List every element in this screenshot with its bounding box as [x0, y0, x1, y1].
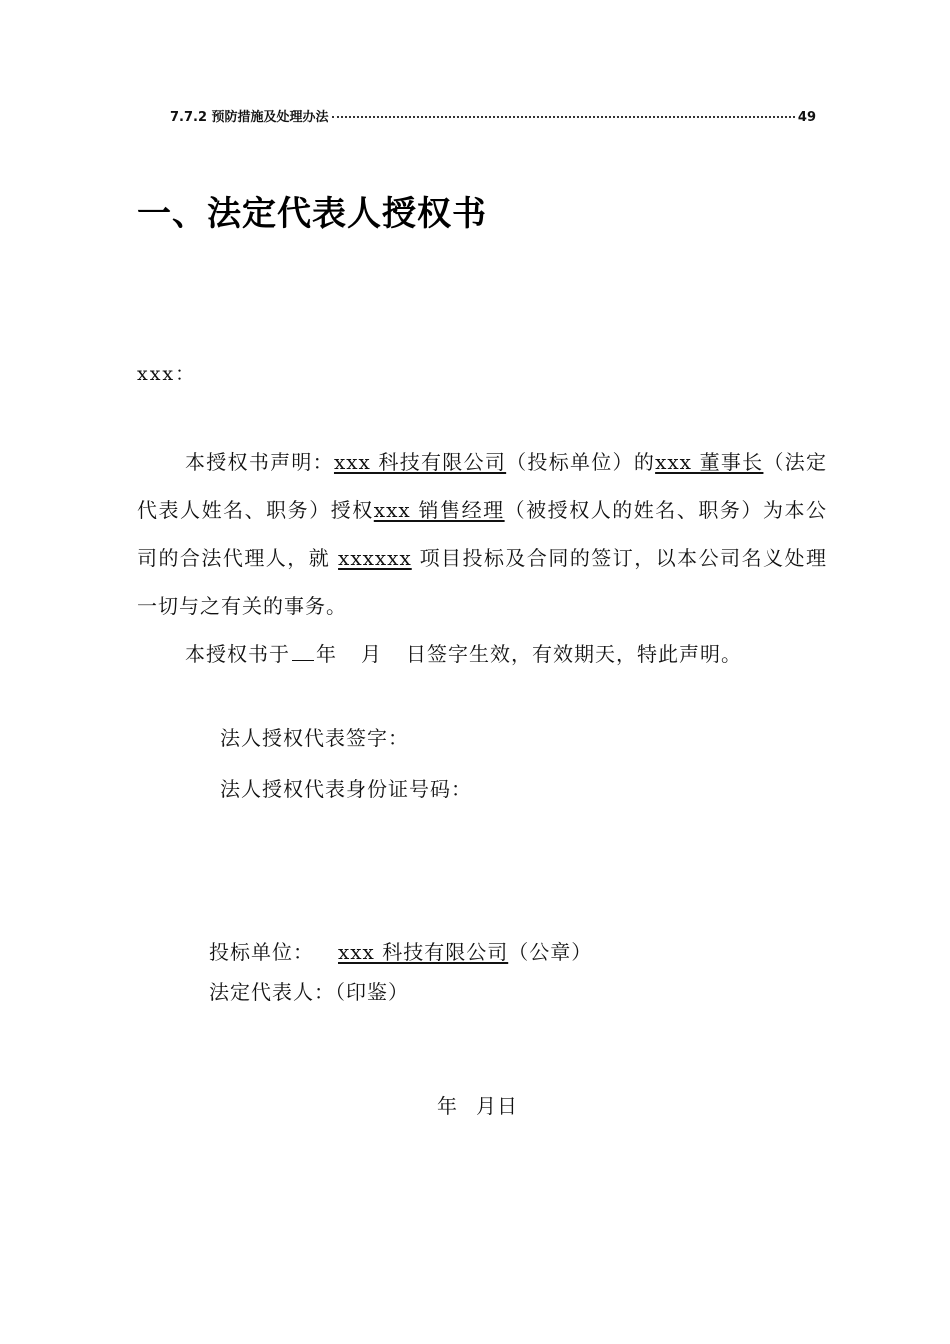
year-blank — [292, 640, 314, 661]
authorized-agent: xxx 销售经理 — [373, 498, 505, 522]
company-name: xxx 科技有限公司 — [333, 450, 507, 474]
declaration-text-3: （法定代表人姓名、职务）授权 — [137, 450, 827, 522]
legal-representative-seal: 法定代表人：（印鉴） — [209, 980, 409, 1004]
bidding-unit-label: 投标单位： — [209, 940, 314, 964]
id-number-label: 法人授权代表身份证号码： — [220, 777, 472, 801]
declaration-text-4: （被授权人的姓名、职务）为本公司的合法代理人，就 — [137, 498, 827, 570]
salutation: xxx： — [137, 363, 197, 385]
toc-entry-title: 7.7.2 预防措施及处理办法 — [170, 110, 329, 125]
effective-year: 年 — [316, 642, 337, 666]
date-year: 年 — [437, 1094, 458, 1118]
signature-label: 法人授权代表签字： — [220, 726, 409, 750]
declaration-text-2: （投标单位）的 — [506, 450, 656, 474]
declaration-text-5: 项目投标及合同的签订，以本公司名义处理一切与之有关的事务。 — [137, 546, 827, 618]
effective-suffix: 日签字生效，有效期天，特此声明。 — [406, 642, 742, 666]
project-name: xxxxxx — [338, 546, 412, 570]
bidding-unit-name: xxx 科技有限公司 — [338, 940, 509, 964]
section-heading: 一、法定代表人授权书 — [137, 194, 487, 234]
company-seal: （公章） — [508, 940, 593, 964]
declaration-text-1: 本授权书声明： — [185, 450, 334, 474]
effective-date-line — [137, 630, 742, 678]
date-month-day: 月日 — [476, 1094, 518, 1118]
legal-representative: xxx 董事长 — [655, 450, 764, 474]
declaration-paragraph — [137, 438, 827, 630]
date-line — [437, 1082, 518, 1130]
toc-entry[interactable] — [170, 106, 816, 125]
toc-leader-dots — [332, 116, 795, 118]
effective-month: 月 — [361, 642, 382, 666]
effective-prefix: 本授权书于 — [185, 642, 290, 666]
toc-entry-page: 49 — [797, 110, 816, 125]
